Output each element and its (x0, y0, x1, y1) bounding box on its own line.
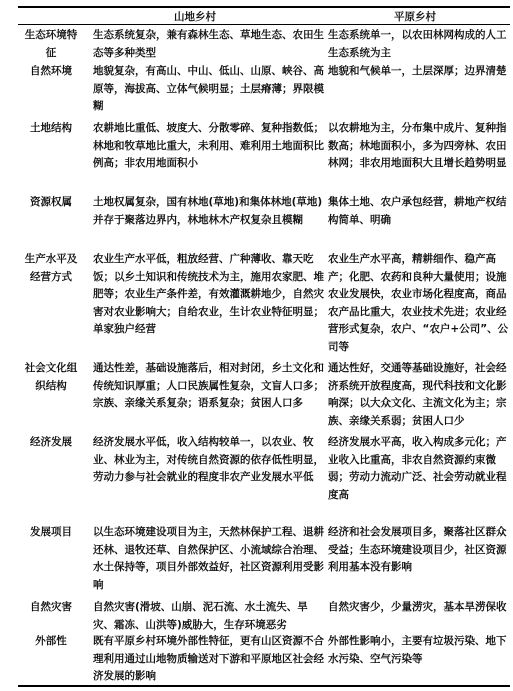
plain-cell: 生态系统单一，以农田林网构成的人工生态系统为主 (328, 29, 507, 59)
mountain-cell: 农业生产水平低，粗放经营、广种薄收、靠天吃饭；以乡土知识和传统技术为主，施用农家肥、堆肥等；农业生产条件差，有效灌溉耕地少，自然灾害对农业影响大；自给农业，生计农业特征明显；单家独户经营 (93, 253, 324, 335)
row-label: 生产水平及经营方式 (24, 253, 78, 283)
row-label: 土地结构 (30, 122, 72, 134)
mountain-cell: 经济发展水平低，收入结构较单一，以农业、牧业、林业为主，对传统自然资源的依存低性明显，劳动力参与社会就业的程度非农产业发展水平低 (93, 436, 324, 483)
plain-cell: 地貌和气候单一，土层深厚；边界清楚 (328, 65, 507, 77)
column-header-plain: 平原乡村 (394, 11, 436, 23)
row-label: 经济发展 (30, 436, 72, 448)
mountain-cell: 生态系统复杂，兼有森林生态、草地生态、农田生态等多种类型 (93, 29, 324, 59)
mountain-cell: 以生态环境建设项目为主，天然林保护工程、退耕还林、退牧还草、自然保护区、小流域综合治理、水土保持等，项目外部效益好，社区资源利用受影响 (93, 526, 324, 591)
plain-cell: 外部性影响小，主要有垃圾污染、地下水污染、空气污染等 (328, 635, 507, 665)
row-label: 外部性 (35, 635, 67, 647)
plain-cell: 通达性好，交通等基础设施好，社会经济系统开放程度高，现代科技和文化影响深；以大众文化、主流文化为主；宗族、亲缘关系弱；贫困人口少 (328, 362, 507, 427)
table-top-rule (18, 6, 510, 8)
plain-cell: 经济和社会发展项目多，聚落社区群众受益；生态环境建设项目少，社区资源利用基本没有影响 (328, 526, 507, 573)
plain-cell: 以农耕地为主，分布集中成片、复种指数高；林地面积小，多为四旁林、农田林网；非农用地面积大且增长趋势明显 (328, 122, 507, 169)
row-label: 发展项目 (30, 526, 72, 538)
table-header-rule (18, 24, 510, 25)
plain-cell: 自然灾害少，少量涝灾，基本旱涝保收 (328, 601, 507, 613)
row-label: 资源权属 (30, 196, 72, 208)
mountain-cell: 既有平原乡村环境外部性特征，更有山区资源不合理利用通过山地物质输送对下游和平原地区社会经济发展的影响 (93, 635, 324, 682)
column-header-mountain: 山地乡村 (174, 11, 216, 23)
row-label: 自然环境 (30, 65, 72, 77)
mountain-cell: 土地权属复杂，国有林地(草地)和集体林地(草地)并存于聚落边界内，林地林木产权复杂且模糊 (93, 196, 323, 226)
row-label: 社会文化组织结构 (24, 362, 78, 392)
plain-cell: 集体土地、农户承包经营，耕地产权结构简单、明确 (328, 196, 507, 226)
mountain-cell: 自然灾害(滑坡、山崩、泥石流、水土流失、旱灾、霜冻、山洪等)威胁大，生存环境恶劣 (93, 601, 308, 631)
row-label: 生态环境特征 (24, 29, 78, 59)
mountain-cell: 通达性差，基础设施落后，相对封闭，乡土文化和传统知识厚重；人口民族属性复杂，文盲人口多；宗族、亲缘关系复杂；语系复杂；贫困人口多 (93, 362, 324, 409)
plain-cell: 经济发展水平高，收入构成多元化；产业收入比重高，非农自然资源约束微弱；劳动力流动广泛、社会劳动就业程度高 (328, 436, 507, 501)
mountain-cell: 农耕地比重低、坡度大、分散零碎、复种指数低；林地和牧草地比重大，未利用、难利用土地面积比例高；非农用地面积小 (93, 122, 324, 169)
plain-cell: 农业生产水平高，精耕细作、稳产高产；化肥、农药和良种大量使用；设施农业发展快，农业市场化程度高，商品农产品比重大，农业技术先进；农业经营形式复杂，农户、“农户+公司”、公司等 (328, 253, 509, 353)
table-bottom-rule (18, 685, 510, 687)
mountain-cell: 地貌复杂，有高山、中山、低山、山原、峡谷、高原等，海拔高、立体气候明显；土层瘠薄；界限模糊 (93, 65, 324, 112)
row-label: 自然灾害 (30, 601, 72, 613)
